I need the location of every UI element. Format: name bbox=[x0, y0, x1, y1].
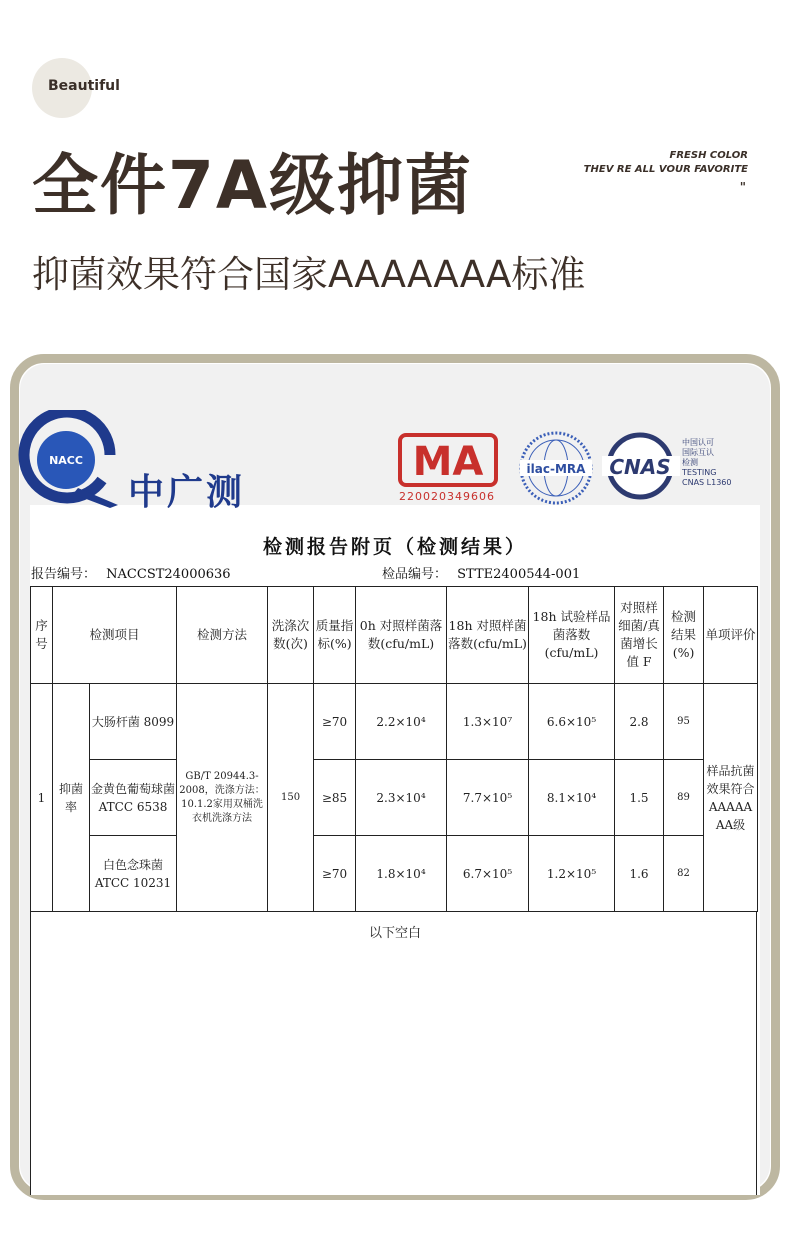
table-row bbox=[31, 684, 758, 760]
header-result: 检测结果(%) bbox=[664, 587, 704, 684]
report-number-field bbox=[31, 563, 231, 582]
header-18h-test: 18h 试验样品菌落数(cfu/mL) bbox=[529, 587, 615, 684]
table-row bbox=[31, 836, 758, 912]
cell-0h-control: 2.3×10⁴ bbox=[356, 760, 447, 836]
table-header-row bbox=[31, 587, 758, 684]
cell-18h-control: 6.7×10⁵ bbox=[447, 836, 529, 912]
cell-seq: 1 bbox=[31, 684, 53, 912]
cell-result: 89 bbox=[664, 760, 704, 836]
header-washes: 洗涤次数(次) bbox=[268, 587, 314, 684]
cell-quality: ≥85 bbox=[314, 760, 356, 836]
page-subtitle: 抑菌效果符合国家AAAAAAA标准 bbox=[32, 253, 586, 296]
table-blank-area bbox=[30, 911, 757, 1195]
cell-18h-test: 8.1×10⁴ bbox=[529, 760, 615, 836]
cma-number: 220020349606 bbox=[399, 490, 495, 503]
ilac-mra-icon bbox=[518, 430, 594, 506]
sample-number-value: STTE2400544-001 bbox=[457, 567, 581, 582]
table-row bbox=[31, 760, 758, 836]
tagline-quote-mark: " bbox=[739, 180, 748, 194]
sample-number-label: 检品编号： bbox=[382, 567, 448, 582]
cma-mark-text: MA bbox=[412, 439, 484, 485]
nacc-logo-icon bbox=[18, 410, 128, 510]
header-growth: 对照样细菌/真菌增长值 F bbox=[615, 587, 664, 684]
cell-0h-control: 1.8×10⁴ bbox=[356, 836, 447, 912]
cell-method: GB/T 20944.3-2008，洗涤方法：10.1.2家用双桶洗衣机洗涤方法 bbox=[177, 684, 268, 912]
cnas-mark-text: CNAS bbox=[609, 455, 671, 479]
tagline-line-2: THEV RE ALL VOUR FAVORITE bbox=[583, 164, 748, 175]
cma-mark-icon bbox=[398, 432, 498, 488]
cell-18h-test: 1.2×10⁵ bbox=[529, 836, 615, 912]
cell-0h-control: 2.2×10⁴ bbox=[356, 684, 447, 760]
header-0h-control: 0h 对照样菌落数(cfu/mL) bbox=[356, 587, 447, 684]
cell-washes: 150 bbox=[268, 684, 314, 912]
cell-organism: 白色念珠菌 ATCC 10231 bbox=[90, 836, 177, 912]
cell-growth: 1.5 bbox=[615, 760, 664, 836]
cell-organism: 金黄色葡萄球菌 ATCC 6538 bbox=[90, 760, 177, 836]
cell-18h-control: 1.3×10⁷ bbox=[447, 684, 529, 760]
cell-quality: ≥70 bbox=[314, 684, 356, 760]
results-table bbox=[30, 586, 758, 912]
cnas-description bbox=[682, 438, 731, 488]
header-evaluation: 单项评价 bbox=[704, 587, 758, 684]
cell-growth: 2.8 bbox=[615, 684, 664, 760]
cell-18h-test: 6.6×10⁵ bbox=[529, 684, 615, 760]
report-number-value: NACCST24000636 bbox=[106, 567, 231, 582]
nacc-logo-name: 中广测 bbox=[128, 472, 246, 513]
cell-result: 95 bbox=[664, 684, 704, 760]
cnas-line: 中国认可 bbox=[682, 438, 714, 447]
cnas-line: CNAS L1360 bbox=[682, 478, 732, 487]
cnas-line: 检测 bbox=[682, 458, 698, 467]
header-method: 检测方法 bbox=[177, 587, 268, 684]
brand-badge-label: Beautiful bbox=[48, 78, 120, 94]
cnas-mark-icon bbox=[602, 432, 680, 500]
cell-18h-control: 7.7×10⁵ bbox=[447, 760, 529, 836]
nacc-badge-text: NACC bbox=[49, 454, 83, 467]
cnas-line: TESTING bbox=[682, 468, 717, 477]
header-seq: 序号 bbox=[31, 587, 53, 684]
cell-category: 抑菌率 bbox=[53, 684, 90, 912]
cell-quality: ≥70 bbox=[314, 836, 356, 912]
cell-growth: 1.6 bbox=[615, 836, 664, 912]
sample-number-field bbox=[382, 563, 580, 582]
blank-note: 以下空白 bbox=[368, 926, 421, 941]
cnas-line: 国际互认 bbox=[682, 448, 714, 457]
cell-organism: 大肠杆菌 8099 bbox=[90, 684, 177, 760]
header-quality: 质量指标(%) bbox=[314, 587, 356, 684]
header-18h-control: 18h 对照样菌落数(cfu/mL) bbox=[447, 587, 529, 684]
ilac-mra-text: ilac-MRA bbox=[526, 462, 586, 476]
header-item: 检测项目 bbox=[53, 587, 177, 684]
report-title: 检测报告附页（检测结果） bbox=[262, 536, 527, 558]
page-title: 全件7A级抑菌 bbox=[32, 147, 474, 224]
cell-result: 82 bbox=[664, 836, 704, 912]
cell-evaluation: 样品抗菌效果符合AAAAAAA级 bbox=[704, 684, 758, 912]
report-number-label: 报告编号： bbox=[31, 567, 97, 582]
tagline-line-1: FRESH COLOR bbox=[669, 150, 748, 161]
